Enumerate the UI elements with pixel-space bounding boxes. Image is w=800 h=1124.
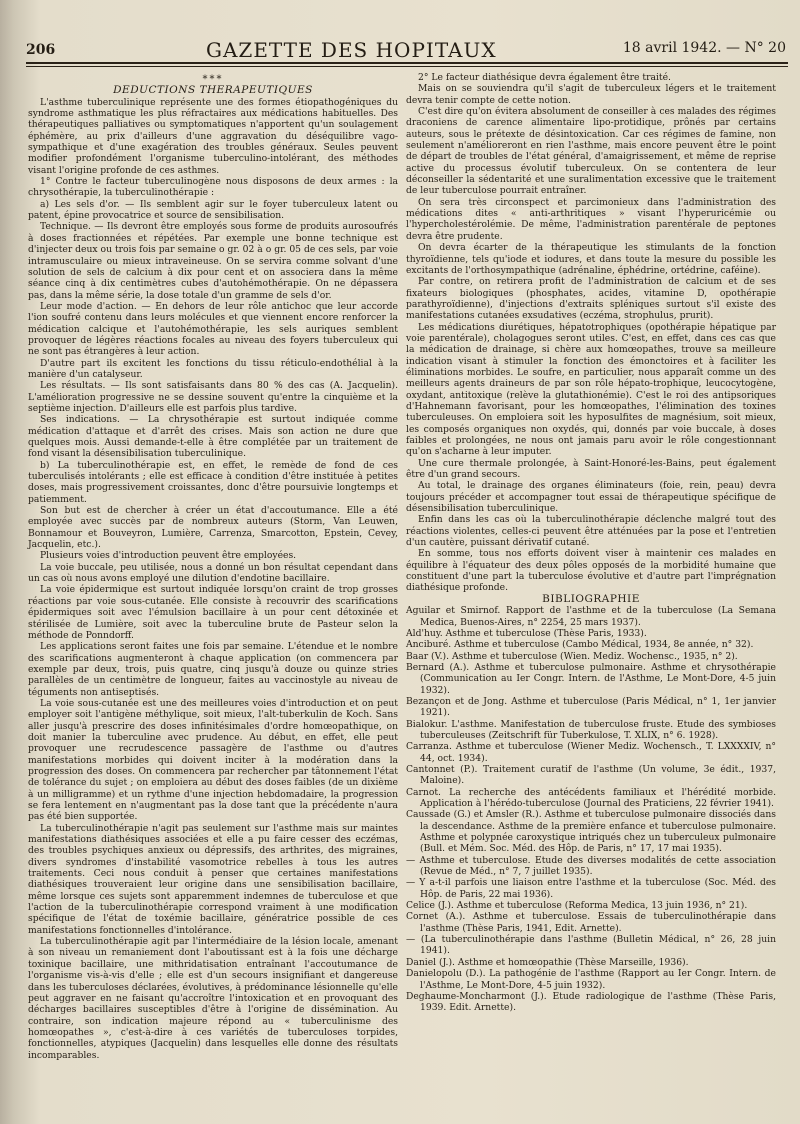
paragraph: b) La tuberculinothérapie est, en effet, le remède de fond de ces tuberculisés intolérants ; elle est efficace à condition d'être instituée à petites doses, mais progressivement croissantes, donc d'être poursuivie longtemps et patiemment. <box>28 459 398 505</box>
issue-date: 18 avril 1942. — N° 20 <box>622 40 786 56</box>
bibliography-entry: Celice (J.). Asthme et tuberculose (Reforma Medica, 13 juin 1936, n° 21). <box>406 900 748 912</box>
paragraph: On sera très circonspect et parcimonieux dans l'administration des médications dites « anti-arthritiques » visant l'hyperuricémie ou l'hypercholestérolémie. De même, l'administration parentérale de peptones devra être prudente. <box>406 196 776 242</box>
bibliography-entry: Daniel (J.). Asthme et homœopathie (Thèse Marseille, 1936). <box>406 956 689 968</box>
paragraph: Ses indications. — La chrysothérapie est surtout indiquée comme médication d'attaque et d'arrêt des crises. Mais son action ne dure que quelques mois. Aussi demande-t-elle à être complétée par un traitement de fond visant la désensibilisation tuberculinique. <box>28 414 398 460</box>
bibliography-entry: Carnot. La recherche des antécédents familiaux et l'hérédité morbide. Application à l'hérédo-tuberculose (Journal des Praticiens, 22 février 1941). <box>406 786 776 809</box>
paragraph: La voie épidermique est surtout indiquée lorsqu'on craint de trop grosses réactions par voie sous-cutanée. Elle consiste à recouvrir des scarifications épidermiques soit avec l'émulsion bacillaire à un pour cent détoxinée et stérilisée de Lumière, soit avec la tuberculine brute de Pasteur selon la méthode de Ponndorff. <box>28 584 398 641</box>
bibliography-entry: Cantonnet (P.). Traitement curatif de l'asthme (Un volume, 3e édit., 1937, Maloine). <box>406 763 776 787</box>
paragraph: Par contre, on retirera profit de l'administration de calcium et de ses fixateurs biologiques (phosphates, acides, vitamine D, opothérapie parathyroïdienne), d'injections d'extraits spléniques surtout s'il existe des manifestations cutanées exsudatives (eczéma, strophulus, prurit). <box>406 276 776 322</box>
paragraph: 2° Le facteur diathésique devra également être traité. <box>418 72 671 83</box>
paragraph: La voie buccale, peu utilisée, nous a donné un bon résultat cependant dans un cas où nous avons employé une dilution d'endotine bacillaire. <box>28 561 398 585</box>
paragraph: Son but est de chercher à créer un état d'accoutumance. Elle a été employée avec succès par de nombreux auteurs (Storm, Van Leuwen, Bonnamour et Bouveyron, Lumière, Carrenza, Smarcotton, Epstein, Cevey, Jacquelin, etc.). <box>28 505 398 551</box>
bibliography-entry: Bezançon et de Jong. Asthme et tuberculose (Paris Médical, n° 1, 1er janvier 1921). <box>406 695 776 719</box>
paragraph: La voie sous-cutanée est une des meilleures voies d'introduction et on peut employer soit l'antigène méthylique, soit mieux, l'alt-tuberkulin de Koch. Sans aller jusqu'à prescrire des doses infinitésimales d'ordre homœopathique, on doit manier la tuberculine avec prudence. Au début, en effet, elle peut provoquer une recrudescence passagère de l'asthme ou d'autres manifestations morbides qui doivent inciter à la modération dans la progression des doses. On commencera par rechercher par tâtonnement l'état de tolérance du sujet ; on emploiera au début des doses faibles (de un dixième à un milligramme) et un rythme d'une injection hebdomadaire, la progression se fera lentement en n'augmentant pas la dose tant que la précédente n'aura pas été bien supportée. <box>28 697 398 823</box>
paragraph: D'autre part ils excitent les fonctions du tissu réticulo-endothélial à la manière d'un catalyseur. <box>28 357 398 380</box>
paragraph: En somme, tous nos efforts doivent viser à maintenir ces malades en équilibre à l'équateur des deux pôles opposés de la morbidité humaine que constituent d'une part la tuberculose évolutive et d'autre part l'imprégnation diathésique profonde. <box>406 548 776 594</box>
paragraph: Mais on se souviendra qu'il s'agit de tuberculeux légers et le traitement devra tenir compte de cette notion. <box>406 83 776 106</box>
bibliography-entry: — (La tuberculinothérapie dans l'asthme (Bulletin Médical, n° 26, 28 juin 1941). <box>406 934 776 957</box>
right-column <box>406 72 776 1014</box>
bibliography-entry: Deghaume-Moncharmont (J.). Etude radiologique de l'asthme (Thèse Paris, 1939. Edit. Arnette). <box>406 990 776 1014</box>
bibliography-entry: Anciburé. Asthme et tuberculose (Cambo Médical, 1934, 8e année, n° 32). <box>406 639 754 651</box>
paragraph: L'asthme tuberculinique représente une des formes étiopathogéniques du syndrome asthmatique les plus réfractaires aux médications habituelles. Des thérapeutiques palliatives ou symptomatiques n'apportent qu'un soulagement éphémère, au prix d'ailleurs d'une aggravation du déséquilibre vago-sympathique et d'une exagération des troubles généraux. Seules peuvent modifier profondément l'organisme tuberculino-intolérant, des méthodes visant l'origine profonde de ces asthmes. <box>28 96 398 176</box>
paragraph: Enfin dans les cas où la tuberculinothérapie déclenche malgré tout des réactions violentes, celles-ci peuvent être atténuées par la pose et l'entretien d'un cautère, puissant dérivatif cutané. <box>406 514 776 549</box>
bibliography-entry: Bialokur. L'asthme. Manifestation de tuberculose fruste. Etude des symbioses tuberculeuses (Zeitschrift für Tuberkulose, T. XLIX, n° 6. 1928). <box>406 718 776 741</box>
bibliography-title: BIBLIOGRAPHIE <box>542 592 640 605</box>
paragraph: Technique. — Ils devront être employés sous forme de produits aurosoufrés à doses fractionnées et répétées. Par exemple une bonne technique est d'injecter deux ou trois fois par semaine o gr. 02 à o gr. 05 de ces sels, par voie intramusculaire ou mieux intraveineuse. On se servira comme solvant d'une solution de sels de calcium à dix pour cent et on associera dans la même séance cinq à dix centimètres cubes d'autohémothérapie. On ne dépassera pas, dans la même série, la dose totale d'un gramme de sels d'or. <box>28 221 398 301</box>
bibliography-entry: Aguilar et Smirnof. Rapport de l'asthme et de la tuberculose (La Semana Medica, Buenos-Aires, n° 2254, 25 mars 1937). <box>406 605 776 628</box>
paragraph: Les résultats. — Ils sont satisfaisants dans 80 % des cas (A. Jacquelin). L'amélioration progressive ne se dessine souvent qu'entre la cinquième et la septième injection. D'ailleurs elle est parfois plus tardive. <box>28 380 398 414</box>
asterism: *** <box>202 74 224 85</box>
paragraph: On devra écarter de la thérapeutique les stimulants de la fonction thyroïdienne, tels qu'iode et iodures, et dans toute la mesure du possible les excitants de l'orthosympathique (adrénaline, éphédrine, ortédrine, caféine). <box>406 242 776 276</box>
paragraph: C'est dire qu'on évitera absolument de conseiller à ces malades des régimes draconiens de carence alimentaire lipo-protidique, prônés par certains auteurs, sous le prétexte de désintoxication. Car ces régimes de famine, non seulement n'amélioreront en rien l'asthme, mais encore peuvent être le point de départ de troubles de l'état général, d'amaigrissement, et même de reprise active du processus évolutif tuberculeux. On se contentera de leur déconseiller la sédentarité et une suralimentation excessive que le traitement de leur tuberculose pourrait entraîner. <box>406 106 776 197</box>
paragraph: Une cure thermale prolongée, à Saint-Honoré-les-Bains, peut également être d'un grand secours. <box>406 457 776 481</box>
bibliography-entry: Ald'huy. Asthme et tuberculose (Thèse Paris, 1933). <box>406 627 647 639</box>
bibliography-entry: Danielopolu (D.). La pathogénie de l'asthme (Rapport au Ier Congr. Intern. de l'Asthme, Le Mont-Dore, 4-5 juin 1932). <box>406 968 776 991</box>
paragraph: Les médications diurétiques, hépatotrophiques (opothérapie hépatique par voie parentérale), cholagogues seront utiles. C'est, en effet, dans ces cas que la médication de drainage, si chère aux homœopathes, trouve sa meilleure indication visant à stimuler la fonction des émonctoires et à faciliter les éliminations morbides. Le soufre, en particulier, nous apparaît comme un des meilleurs agents draineurs de par son rôle hépato-trophique, leucocytogène, oxydant, antitoxique (relève la glutathionémie). C'est le roi des antipsoriques d'Hahnemann favorisant, pour les homœopathes, l'élimination des toxines tuberculeuses. On emploiera soit les hyposulfites de magnésium, soit mieux, les composés organiques non oxydés, qui, donnés par voie buccale, à doses faibles et prolongées, ne nous ont jamais paru avoir le rôle congestionnant qu'on s'acharne à leur imputer. <box>406 321 776 458</box>
bibliography-entry: — Y a-t-il parfois une liaison entre l'asthme et la tuberculose (Soc. Méd. des Hôp. de Paris, 22 mai 1936). <box>406 877 776 900</box>
paragraph: La tuberculinothérapie agit par l'intermédiaire de la lésion locale, amenant à son niveau un remaniement dont l'aboutissant est à la fois une décharge toxinique bacillaire, une mithridatisation entraînant l'accoutumance de l'organisme vis-à-vis d'elle ; elle est d'un secours insignifiant et dangereuse dans les tuberculoses déclarées, évolutives, à prédominance lésionnelle qu'elle peut aggraver en ne faisant qu'accroître l'intoxication et en provoquant des décharges bacillaires susceptibles d'être à l'origine de dissémination. Au contraire, son indication majeure répond au « tuberculinisme des homœopathes », c'est-à-dire à ces variétés de tuberculoses torpides, fonctionnelles, atypiques (Jacquelin) dans lesquelles elle donne des résultats incomparables. <box>28 936 398 1061</box>
bibliography-entry: Cornet (A.). Asthme et tuberculose. Essais de tuberculinothérapie dans l'asthme (Thèse Paris, 1941, Edit. Arnette). <box>406 911 776 934</box>
bibliography-entry: Bernard (A.). Asthme et tuberculose pulmonaire. Asthme et chrysothérapie (Communication au Ier Congr. Intern. de l'Asthme, Le Mont-Dore, 4-5 juin 1932). <box>406 661 776 696</box>
page-header <box>26 12 788 62</box>
bibliography-entry: Caussade (G.) et Amsler (R.). Asthme et tuberculose pulmonaire dissociés dans la descendance. Asthme de la première enfance et tuberculose pulmonaire. Asthme et polypnée caroxystique intriqués chez un tuberculeux pulmonaire (Bull. et Mém. Soc. Méd. des Hôp. de Paris, n° 17, 17 mai 1935). <box>406 809 776 855</box>
bibliography-entry: — Asthme et tuberculose. Etude des diverses modalités de cette association (Revue de Méd., n° 7, 7 juillet 1935). <box>406 854 776 878</box>
header-rule <box>26 62 788 64</box>
paragraph: a) Les sels d'or. — Ils semblent agir sur le foyer tuberculeux latent ou patent, épine provocatrice et source de sensibilisation. <box>28 198 398 222</box>
section-title: DEDUCTIONS THERAPEUTIQUES <box>113 84 313 97</box>
bibliography-entry: Baar (V.). Asthme et tuberculose (Wien. Mediz. Wochensc., 1935, n° 2). <box>406 650 738 662</box>
bibliography-entry: Carranza. Asthme et tuberculose (Wiener Mediz. Wochensch., T. LXXXXIV, n° 44, oct. 1934). <box>406 741 776 764</box>
paragraph: Leur mode d'action. — En dehors de leur rôle antichoc que leur accorde l'ion soufré contenu dans leurs molécules et que viennent encore renforcer la médication calcique et l'autohémothérapie, les sels auriques semblent provoquer de légères réactions focales au niveau des foyers tuberculeux qui ne sont pas étrangères à leur action. <box>28 300 398 358</box>
paragraph: Plusieurs voies d'introduction peuvent être employées. <box>40 550 297 562</box>
page-number: 206 <box>26 42 56 58</box>
header-rule-thin <box>26 66 788 67</box>
paragraph: La tuberculinothérapie n'agit pas seulement sur l'asthme mais sur maintes manifestations diathésiques associées et elle a pu faire cesser des eczémas, des troubles psychiques anxieux ou dépressifs, des arthrites, des migraines, divers syndromes d'instabilité vasomotrice rebelles à tous les autres traitements. Ceci nous conduit à penser que certaines manifestations diathésiques trouveraient leur origine dans une sensibilisation bacillaire, même lorsque ces sujets sont apparemment indemnes de tuberculose et que l'action de la tuberculinothérapie correspond vraiment à une modification spécifique de l'état de toxémie bacillaire, génératrice possible de ces manifestations fonctionnelles d'intolérance. <box>28 822 398 936</box>
left-column <box>28 72 398 1061</box>
paragraph: Au total, le drainage des organes éliminateurs (foie, rein, peau) devra toujours précéder et accompagner tout essai de thérapeutique spécifique de désensibilisation tuberculinique. <box>406 480 776 515</box>
journal-title: GAZETTE DES HOPITAUX <box>206 38 497 62</box>
paragraph: 1° Contre le facteur tuberculinogène nous disposons de deux armes : la chrysothérapie, la tuberculinothérapie : <box>28 176 398 199</box>
paragraph: Les applications seront faites une fois par semaine. L'étendue et le nombre des scarifications augmenteront à chaque application (on commencera par exemple par deux, trois, puis quatre, cinq jusqu'à douze ou quinze stries parallèles de un centimètre de longueur, faites au vaccinostyle au niveau de téguments non antiseptisés. <box>28 641 398 698</box>
